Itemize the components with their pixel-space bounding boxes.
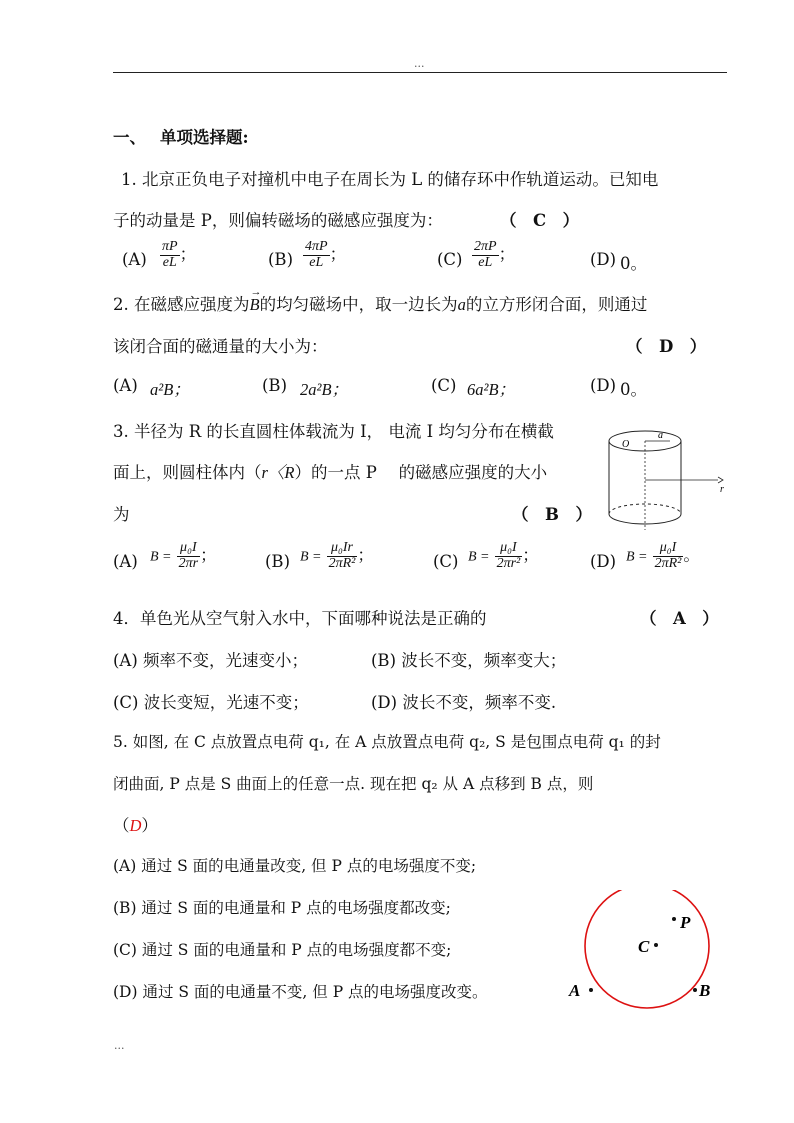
q3-opt-c-formula [468, 541, 539, 571]
q3-line1: 3. 半径为 R 的长直圆柱体载流为 I， 电流 I 均匀分布在横截 [113, 422, 554, 441]
q1-opt-d-text: 0。 [620, 254, 647, 273]
q5-answer [113, 812, 158, 836]
q4-opt-d: (D) 波长不变，频率不变. [371, 693, 557, 712]
cylinder-label-a: a [658, 430, 663, 441]
q3-opt-a-pre: B = [150, 549, 172, 565]
q3-opt-a-formula [150, 541, 217, 571]
q1-line2: 子的动量是 P，则偏转磁场的磁感应强度为： [113, 211, 443, 230]
q5-opt-c: (C) 通过 S 面的电通量和 P 点的电场强度都不变; [113, 941, 452, 959]
footer-dots: ··· [114, 1042, 125, 1055]
point-p-dot [672, 917, 676, 921]
section-title: 单项选择题: [160, 128, 249, 147]
q5-line1: 5. 如图, 在 C 点放置点电荷 q₁, 在 A 点放置点电荷 q₂, S 是包围点电荷 q₁ 的封 [113, 733, 661, 751]
q1-opt-b-tail: ； [329, 244, 347, 264]
cylinder-figure [600, 420, 730, 535]
point-b-dot [693, 988, 697, 992]
q4-opt-c: (C) 波长变短，光速不变； [113, 693, 309, 712]
q5-opt-b: (B) 通过 S 面的电通量和 P 点的电场强度都改变; [113, 899, 451, 917]
q1-answer: （ C ） [500, 211, 580, 230]
q2-opt-d-text: 0。 [620, 380, 647, 399]
q2-opt-c-label: (C) [431, 376, 457, 395]
point-p-label: P [680, 913, 691, 932]
q3-opt-c-label: (C) [433, 552, 459, 571]
q3-opt-a-num: μ₀I [177, 541, 200, 557]
q3-opt-c-num: μ₀I [495, 541, 523, 557]
point-a-dot [589, 988, 593, 992]
q1-opt-b-den: eL [309, 254, 324, 270]
q3-opt-c-tail: ； [522, 545, 539, 565]
q1-opt-a-fraction [160, 240, 196, 270]
q3-opt-b-tail: ； [357, 545, 374, 565]
cylinder-label-r: r [720, 484, 724, 495]
q2-line1-part3: 的立方形闭合面，则通过 [465, 295, 648, 314]
q3-opt-a-den: 2πr [178, 555, 199, 571]
q3-line2-part2: ）的一点 P 的磁感应强度的大小 [294, 463, 548, 482]
q1-opt-c-num: 2πP [474, 239, 497, 254]
q1-opt-a-num: πP [162, 239, 178, 254]
q3-condition: r〈R [261, 463, 295, 482]
q5-opt-a: (A) 通过 S 面的电通量改变, 但 P 点的电场强度不变; [113, 857, 477, 875]
q4-opt-b: (B) 波长不变，频率变大； [371, 651, 567, 670]
q3-opt-d-label: (D) [590, 552, 617, 571]
q2-b-vector: → B [249, 286, 262, 314]
header-dots: ··· [414, 60, 425, 73]
q3-line2 [113, 459, 547, 483]
q1-opt-c-den: eL [478, 254, 493, 270]
charge-figure [560, 890, 730, 1010]
q4-line1: 4．单色光从空气射入水中，下面哪种说法是正确的 [113, 609, 487, 628]
q2-line1 [113, 286, 648, 315]
q1-opt-b-num: 4πP [305, 239, 328, 254]
q3-opt-c-den: 2πr² [496, 555, 521, 571]
q1-opt-c-label: (C) [437, 250, 463, 269]
q4-opt-a: (A) 频率不变，光速变小； [113, 651, 309, 670]
q2-opt-c-text: 6a²B； [467, 380, 516, 399]
point-c-label: C [638, 937, 650, 956]
header-rule [113, 72, 727, 73]
point-c-dot [654, 943, 658, 947]
q1-opt-b-fraction [303, 240, 346, 270]
point-b-label: B [699, 981, 711, 1000]
q5-answer-open: （ [113, 816, 130, 835]
q5-answer-close: ） [141, 816, 158, 835]
point-a-label: A [569, 981, 581, 1000]
q3-opt-b-formula [300, 541, 374, 571]
q3-opt-d-tail: 。 [683, 545, 700, 565]
q3-opt-b-label: (B) [265, 552, 290, 571]
q2-line1-part1: 2. 在磁感应强度为 [113, 295, 250, 314]
q2-opt-b-label: (B) [262, 376, 287, 395]
q3-line2-part1: 面上，则圆柱体内（ [113, 463, 262, 482]
q2-opt-d-label: (D) [590, 376, 617, 395]
q1-opt-c-tail: ； [498, 244, 516, 264]
q1-opt-b-label: (B) [268, 250, 293, 269]
q2-opt-a-text: a²B； [150, 380, 190, 399]
q1-opt-c-fraction [472, 240, 515, 270]
q3-opt-a-tail: ； [200, 545, 217, 565]
q1-opt-a-tail: ； [179, 244, 197, 264]
q2-b-var: B [249, 295, 260, 314]
q4-answer: （ A ） [640, 609, 719, 628]
q2-opt-b-text: 2a²B； [300, 380, 349, 399]
q5-line2: 闭曲面, P 点是 S 曲面上的任意一点. 现在把 q₂ 从 A 点移到 B 点，则 [113, 775, 594, 793]
q2-answer: （ D ） [626, 337, 707, 356]
q3-opt-a-label: (A) [113, 552, 138, 571]
q3-opt-d-pre: B = [626, 549, 648, 565]
q3-opt-b-den: 2πR² [328, 555, 356, 571]
q1-opt-a-den: eL [162, 254, 177, 270]
q5-answer-letter: D [129, 816, 142, 835]
q3-line3: 为 [113, 505, 130, 524]
q1-line1: 1. 北京正负电子对撞机中电子在周长为 L 的储存环中作轨道运动。已知电 [121, 170, 659, 189]
q5-opt-d: (D) 通过 S 面的电通量不变, 但 P 点的电场强度改变。 [113, 983, 488, 1001]
q2-a-var: a [457, 295, 466, 314]
q1-opt-d-label: (D) [590, 250, 617, 269]
q2-line2: 该闭合面的磁通量的大小为： [113, 337, 328, 356]
q3-opt-d-num: μ₀I [653, 541, 684, 557]
cylinder-label-o: O [622, 439, 630, 450]
q2-line1-part2: 的均匀磁场中，取一边长为 [259, 295, 458, 314]
q3-opt-d-den: 2πR² [654, 555, 682, 571]
q3-answer: （ B ） [512, 505, 592, 524]
q2-opt-a-label: (A) [113, 376, 138, 395]
q3-opt-c-pre: B = [468, 549, 490, 565]
q3-opt-b-num: μ₀Ir [327, 541, 358, 557]
q3-opt-d-formula [626, 541, 700, 571]
q3-opt-b-pre: B = [300, 549, 322, 565]
q1-opt-a-label: (A) [122, 250, 147, 269]
section-number: 一、 [113, 128, 146, 147]
